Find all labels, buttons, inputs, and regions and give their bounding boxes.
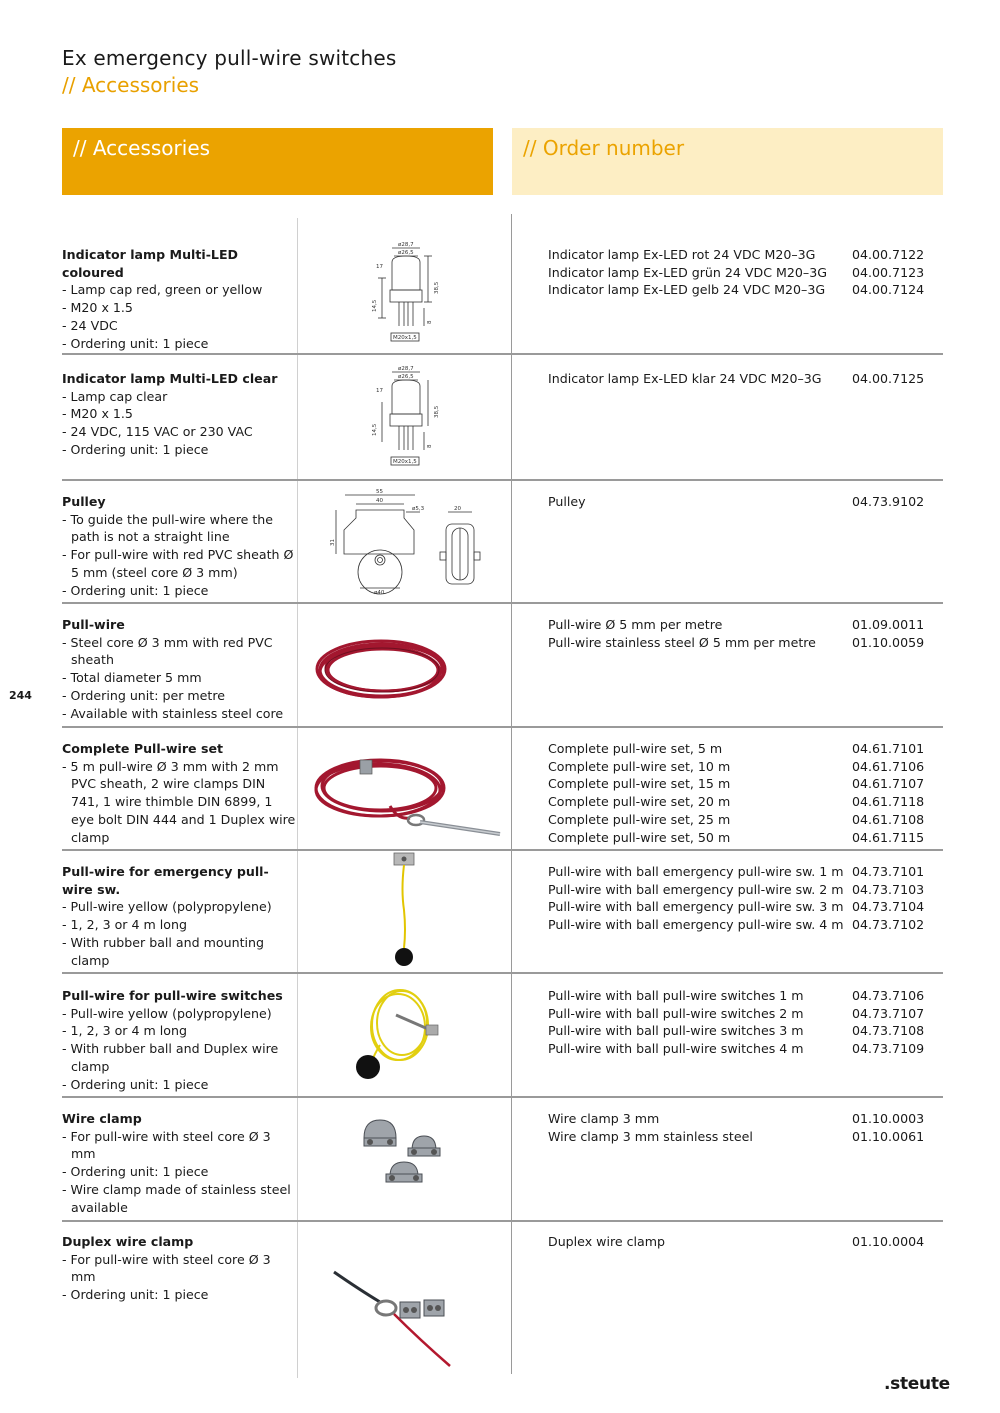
product-bullet: - With rubber ball and mounting clamp (62, 934, 264, 968)
product-bullet: - Pull-wire yellow (polypropylene) (62, 899, 272, 915)
product-bullet: - Ordering unit: 1 piece (62, 582, 209, 598)
order-item: Duplex wire clamp (548, 1234, 666, 1249)
dimension-label: 38,5 (434, 281, 440, 294)
order-item: Complete pull-wire set, 20 m (548, 794, 731, 810)
order-number: 01.10.0061 (852, 1128, 925, 1144)
order-item: Indicator lamp Ex-LED klar 24 VDC M20–3G (548, 371, 822, 386)
dimension-label: 17 (376, 264, 383, 270)
product-bullet: - 5 m pull-wire Ø 3 mm with 2 mm PVC sheath, 2 wire clamps DIN 741, 1 wire thimble DIN 6899, 1 eye bolt DIN 444 and 1 Duplex wire clamp (62, 758, 296, 845)
order-descriptions (548, 740, 848, 846)
order-number-header-label: // Order number (523, 136, 685, 160)
order-numbers (852, 987, 924, 1058)
order-item: Complete pull-wire set, 50 m (548, 829, 731, 845)
product-bullet: - Ordering unit: per metre (62, 687, 225, 703)
order-item: Pull-wire stainless steel Ø 5 mm per metre (548, 634, 816, 650)
order-item: Complete pull-wire set, 25 m (548, 811, 731, 827)
order-item: Pull-wire with ball pull-wire switches 3 m (548, 1023, 804, 1039)
row-separator (62, 479, 943, 481)
pull-wire-switches-photo (300, 985, 510, 1085)
order-item: Indicator lamp Ex-LED grün 24 VDC M20–3G (548, 264, 827, 280)
order-number: 04.00.7122 (852, 247, 925, 262)
order-number: 04.61.7108 (852, 811, 925, 827)
dimension-label: ø5,3 (412, 506, 425, 512)
dimension-label: ø40 (374, 590, 385, 596)
row-separator (62, 726, 943, 728)
dimension-label: 31 (330, 539, 336, 546)
order-numbers (852, 370, 924, 388)
product-bullet: - 24 VDC, 115 VAC or 230 VAC (62, 424, 253, 440)
order-descriptions (548, 1233, 848, 1251)
duplex-wire-clamp-photo (300, 1262, 510, 1370)
order-number: 04.73.7108 (852, 1023, 925, 1039)
dimension-label: 17 (376, 388, 383, 394)
product-bullet: - Lamp cap clear (62, 388, 168, 404)
order-number: 04.73.7103 (852, 881, 925, 897)
order-descriptions (548, 863, 848, 934)
indicator-lamp-drawing (300, 238, 510, 346)
product-bullet: - With rubber ball and Duplex wire clamp (62, 1041, 279, 1074)
order-number: 01.09.0011 (852, 617, 925, 632)
order-number: 04.73.7109 (852, 1041, 925, 1057)
product-bullet: - Available with stainless steel core (62, 705, 284, 721)
pull-wire-set-photo (300, 750, 510, 845)
row-separator (62, 1096, 943, 1098)
product-description (62, 493, 296, 599)
product-bullet: - Total diameter 5 mm (62, 670, 202, 686)
product-bullet: - Lamp cap red, green or yellow (62, 282, 263, 298)
order-numbers (852, 493, 924, 511)
product-description (62, 246, 296, 352)
product-bullet: - Ordering unit: 1 piece (62, 1164, 209, 1180)
pull-wire-coil-photo (300, 630, 510, 710)
order-numbers (852, 863, 924, 934)
order-item: Pulley (548, 494, 586, 509)
order-number: 01.10.0004 (852, 1234, 925, 1249)
order-item: Pull-wire with ball emergency pull-wire sw. 1 m (548, 864, 844, 879)
product-bullet: - Wire clamp made of stainless steel available (62, 1181, 291, 1215)
row-separator (62, 972, 943, 974)
order-item: Pull-wire with ball pull-wire switches 1 m (548, 988, 804, 1003)
order-descriptions (548, 246, 848, 299)
product-description (62, 370, 296, 459)
row-separator (62, 353, 943, 355)
product-bullet: - Ordering unit: 1 piece (62, 1287, 209, 1303)
dimension-label: ø28,7 (398, 242, 414, 248)
order-number: 04.73.7104 (852, 899, 925, 915)
product-description (62, 1233, 296, 1304)
order-item: Pull-wire with ball emergency pull-wire sw. 4 m (548, 917, 844, 933)
order-number: 04.00.7123 (852, 264, 925, 280)
product-name: Wire clamp (62, 1111, 142, 1126)
product-bullet: - 24 VDC (62, 317, 118, 333)
order-item: Pull-wire Ø 5 mm per metre (548, 617, 723, 632)
order-item: Complete pull-wire set, 15 m (548, 776, 731, 792)
order-number: 04.61.7115 (852, 829, 925, 845)
order-item: Pull-wire with ball emergency pull-wire sw. 2 m (548, 881, 844, 897)
order-column-divider (511, 214, 512, 1374)
product-bullet: - Steel core Ø 3 mm with red PVC sheath (62, 634, 273, 668)
product-name: Indicator lamp Multi-LED clear (62, 371, 278, 386)
order-number: 04.00.7124 (852, 282, 925, 298)
order-numbers (852, 1110, 924, 1145)
order-item: Complete pull-wire set, 10 m (548, 758, 731, 774)
product-name: Pulley (62, 494, 106, 509)
product-name: Complete Pull-wire set (62, 741, 224, 756)
order-number: 04.61.7101 (852, 741, 925, 756)
product-bullet: - To guide the pull-wire where the path is not a straight line (62, 511, 274, 545)
wire-clamp-photo (300, 1112, 510, 1202)
order-number: 04.73.7101 (852, 864, 925, 879)
order-descriptions (548, 493, 848, 511)
order-number: 04.73.7107 (852, 1005, 925, 1021)
dimension-label: 8 (427, 444, 433, 448)
pulley-drawing (300, 484, 510, 598)
order-item: Pull-wire with ball pull-wire switches 2 m (548, 1005, 804, 1021)
order-item: Pull-wire with ball emergency pull-wire sw. 3 m (548, 899, 844, 915)
product-description (62, 863, 296, 969)
dimension-label: 14,5 (372, 299, 378, 312)
row-separator (62, 1220, 943, 1222)
product-name: Pull-wire for emergency pull-wire sw. (62, 864, 269, 897)
product-bullet: - Ordering unit: 1 piece (62, 335, 209, 351)
order-number: 04.00.7125 (852, 371, 925, 386)
product-bullet: - For pull-wire with steel core Ø 3 mm (62, 1251, 271, 1285)
product-description (62, 740, 296, 846)
dimension-label: 55 (376, 489, 383, 495)
dimension-label: 14,5 (372, 423, 378, 436)
order-descriptions (548, 987, 848, 1058)
page-number: 244 (9, 689, 32, 702)
order-descriptions (548, 370, 848, 388)
order-number: 04.73.7106 (852, 988, 925, 1003)
product-description (62, 987, 296, 1093)
order-item: Indicator lamp Ex-LED rot 24 VDC M20–3G (548, 247, 816, 262)
order-number: 04.73.9102 (852, 494, 925, 509)
dimension-label: 20 (454, 506, 461, 512)
brand-logo: .steute (884, 1374, 950, 1394)
order-item: Wire clamp 3 mm (548, 1111, 660, 1126)
product-bullet: - M20 x 1.5 (62, 406, 133, 422)
product-name: Indicator lamp Multi-LED coloured (62, 247, 239, 280)
product-bullet: - 1, 2, 3 or 4 m long (62, 1023, 187, 1039)
order-descriptions (548, 1110, 848, 1145)
dimension-label: M20x1,5 (393, 459, 417, 465)
order-number-header (512, 128, 943, 195)
order-descriptions (548, 616, 848, 651)
product-name: Pull-wire (62, 617, 125, 632)
order-numbers (852, 616, 924, 651)
product-bullet: - Pull-wire yellow (polypropylene) (62, 1005, 272, 1021)
product-bullet: - Ordering unit: 1 piece (62, 1076, 209, 1092)
indicator-lamp-clear-drawing (300, 362, 510, 470)
product-bullet: - M20 x 1.5 (62, 300, 133, 316)
product-description (62, 616, 296, 722)
order-number: 04.61.7107 (852, 776, 925, 792)
product-name: Pull-wire for pull-wire switches (62, 988, 283, 1003)
emergency-pull-wire-photo (300, 850, 510, 970)
order-item: Pull-wire with ball pull-wire switches 4 m (548, 1041, 804, 1057)
product-bullet: - For pull-wire with steel core Ø 3 mm (62, 1128, 271, 1162)
dimension-label: ø26,5 (398, 250, 414, 256)
order-numbers (852, 740, 924, 846)
dimension-label: 38,5 (434, 405, 440, 418)
product-bullet: - For pull-wire with red PVC sheath Ø 5 mm (steel core Ø 3 mm) (62, 547, 294, 580)
order-numbers (852, 1233, 924, 1251)
page-subtitle: // Accessories (62, 73, 200, 97)
dimension-label: ø26,5 (398, 374, 414, 380)
product-description (62, 1110, 296, 1216)
order-number: 01.10.0003 (852, 1111, 925, 1126)
order-number: 04.61.7106 (852, 758, 925, 774)
order-number: 01.10.0059 (852, 634, 925, 650)
dimension-label: ø28,7 (398, 366, 414, 372)
product-bullet: - 1, 2, 3 or 4 m long (62, 917, 187, 933)
dimension-label: 40 (376, 498, 383, 504)
order-number: 04.73.7102 (852, 917, 925, 933)
order-item: Wire clamp 3 mm stainless steel (548, 1128, 753, 1144)
order-number: 04.61.7118 (852, 794, 925, 810)
accessories-header-label: // Accessories (73, 136, 211, 160)
page-title: Ex emergency pull-wire switches (62, 46, 397, 70)
row-separator (62, 602, 943, 604)
picture-column-divider (297, 218, 298, 1378)
dimension-label: 8 (427, 320, 433, 324)
accessories-header (62, 128, 493, 195)
product-name: Duplex wire clamp (62, 1234, 194, 1249)
order-item: Indicator lamp Ex-LED gelb 24 VDC M20–3G (548, 282, 826, 298)
order-numbers (852, 246, 924, 299)
dimension-label: M20x1,5 (393, 335, 417, 341)
product-bullet: - Ordering unit: 1 piece (62, 441, 209, 457)
order-item: Complete pull-wire set, 5 m (548, 741, 723, 756)
